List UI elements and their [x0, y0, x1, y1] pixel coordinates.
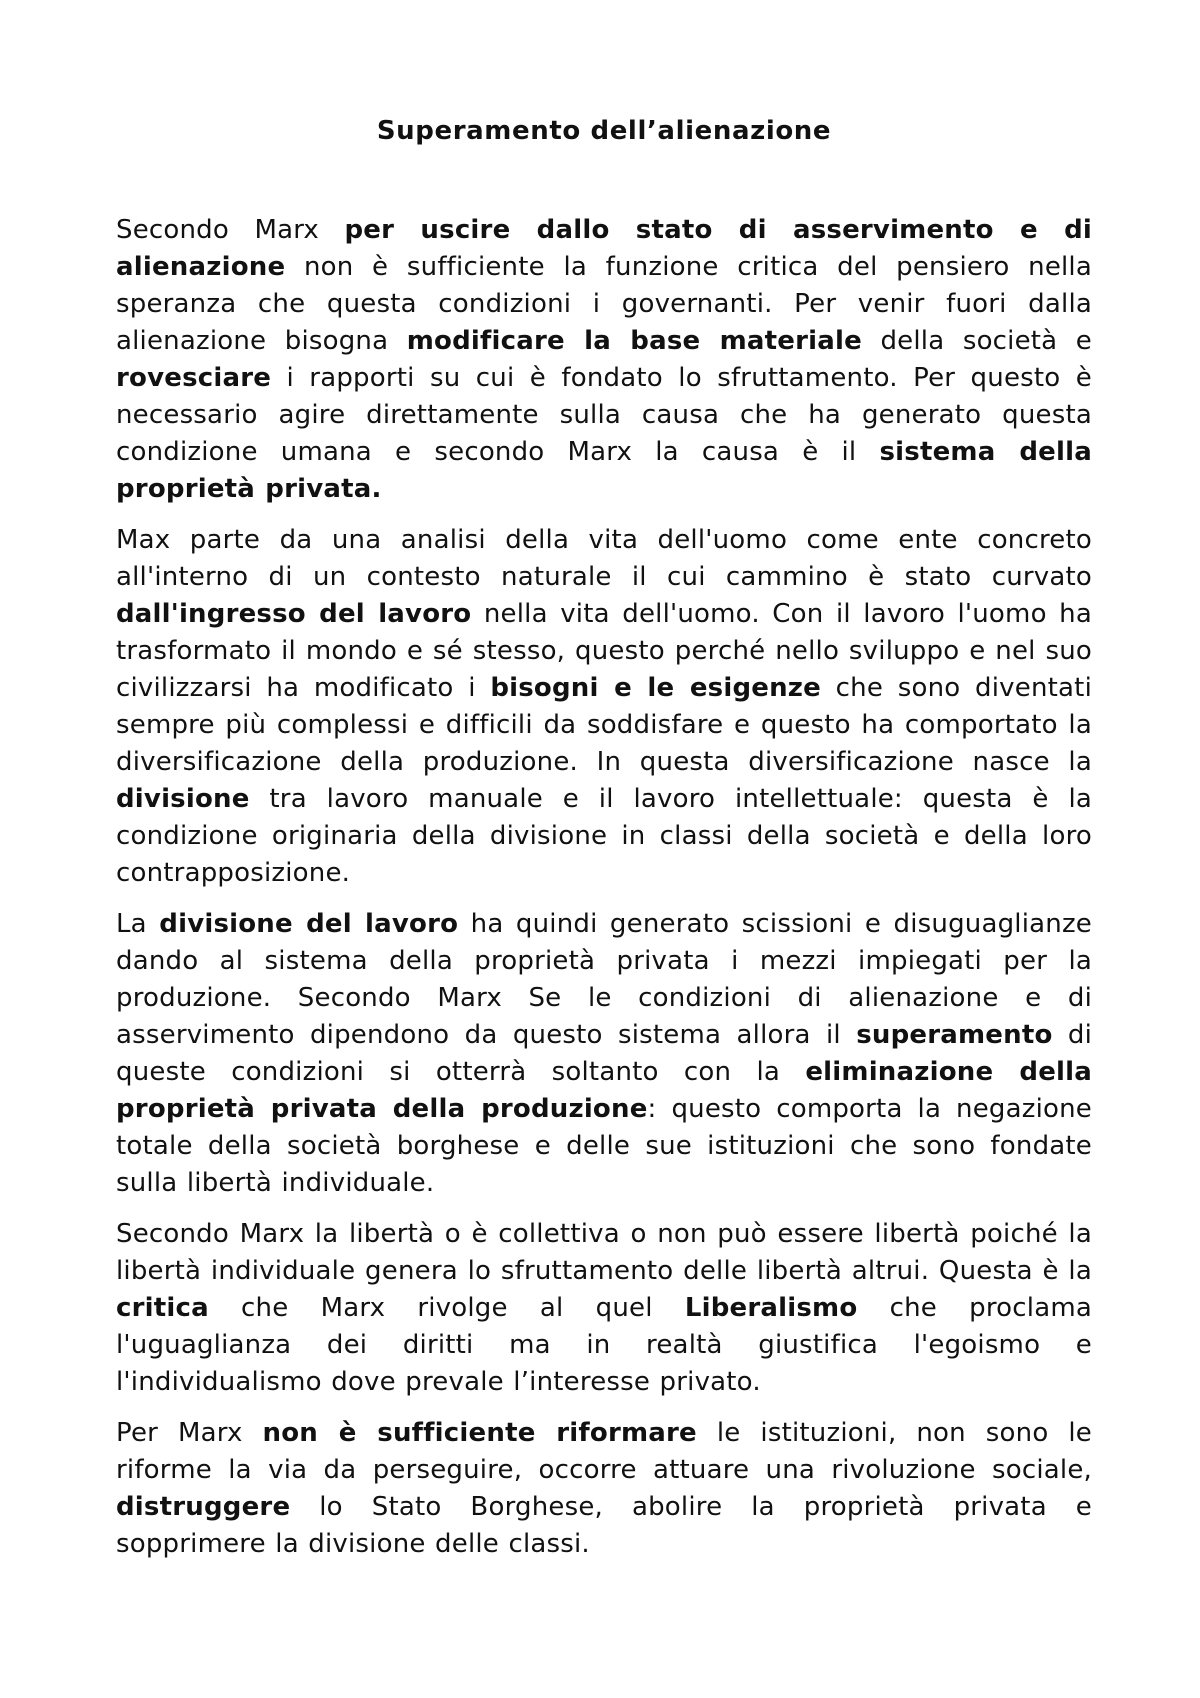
bold-phrase: distruggere — [116, 1492, 291, 1522]
document-body — [116, 212, 1092, 1563]
text-run: lo Stato Borghese, abolire la proprietà privata e sopprimere la divisione delle classi. — [116, 1492, 1092, 1559]
paragraph-5 — [116, 1415, 1092, 1563]
paragraph-3 — [116, 906, 1092, 1202]
text-run: ha quindi generato scissioni e disuguaglianze dando al sistema della proprietà privata i mezzi impiegati per la produzione. Secondo Marx Se le condizioni di alienazione e di asservimento dipendono da questo sistema allora il — [116, 909, 1092, 1050]
text-run: Secondo Marx — [116, 215, 345, 245]
text-run: che Marx rivolge al quel — [208, 1293, 685, 1323]
bold-phrase: per uscire dallo stato di asservimento e di alienazione — [116, 215, 1092, 282]
bold-phrase: superamento — [856, 1020, 1053, 1050]
text-run: della società e — [861, 326, 1093, 356]
bold-phrase: rovesciare — [116, 363, 272, 393]
text-run: non è sufficiente la funzione critica del pensiero nella speranza che questa condizioni i governanti. Per venir fuori dalla alienazione bisogna — [116, 252, 1092, 356]
text-run: che sono diventati sempre più complessi e difficili da soddisfare e questo ha comportato la diversificazione della produzione. In questa diversificazione nasce la — [116, 673, 1092, 777]
text-run: La — [116, 909, 160, 939]
text-run: nella vita dell'uomo. Con il lavoro l'uomo ha trasformato il mondo e sé stesso, questo perché nello sviluppo e nel suo civilizzarsi ha modificato i — [116, 599, 1092, 703]
paragraph-2 — [116, 522, 1092, 892]
text-run: : questo comporta la negazione totale della società borghese e delle sue istituzioni che sono fondate sulla libertà individuale. — [116, 1094, 1092, 1198]
bold-phrase: sistema della proprietà privata. — [116, 437, 1092, 504]
bold-phrase: bisogni e le esigenze — [490, 673, 821, 703]
bold-phrase: non è sufficiente riformare — [262, 1418, 697, 1448]
bold-phrase: divisione — [116, 784, 250, 814]
text-run: Max parte da una analisi della vita dell'uomo come ente concreto all'interno di un contesto naturale il cui cammino è stato curvato — [116, 525, 1092, 592]
paragraph-1 — [116, 212, 1092, 508]
text-run: le istituzioni, non sono le riforme la via da perseguire, occorre attuare una rivoluzione sociale, — [116, 1418, 1092, 1485]
text-run: tra lavoro manuale e il lavoro intellettuale: questa è la condizione originaria della divisione in classi della società e della loro contrapposizione. — [116, 784, 1092, 888]
bold-phrase: critica — [116, 1293, 209, 1323]
bold-phrase: modificare la base materiale — [406, 326, 862, 356]
text-run: Per Marx — [116, 1418, 263, 1448]
document-title: Superamento dell’alienazione — [376, 116, 832, 146]
bold-phrase: Liberalismo — [684, 1293, 858, 1323]
bold-phrase: divisione del lavoro — [159, 909, 459, 939]
text-run: che proclama l'uguaglianza dei diritti ma in realtà giustifica l'egoismo e l'individualismo dove prevale l’interesse privato. — [116, 1293, 1092, 1397]
text-run: Secondo Marx la libertà o è collettiva o non può essere libertà poiché la libertà individuale genera lo sfruttamento delle libertà altrui. Questa è la — [116, 1219, 1092, 1286]
text-run: di queste condizioni si otterrà soltanto con la — [116, 1020, 1092, 1087]
bold-phrase: eliminazione della proprietà privata della produzione — [116, 1057, 1092, 1124]
bold-phrase: dall'ingresso del lavoro — [116, 599, 472, 629]
text-run: i rapporti su cui è fondato lo sfruttamento. Per questo è necessario agire direttamente sulla causa che ha generato questa condizione umana e secondo Marx la causa è il — [116, 363, 1092, 467]
paragraph-4 — [116, 1216, 1092, 1401]
